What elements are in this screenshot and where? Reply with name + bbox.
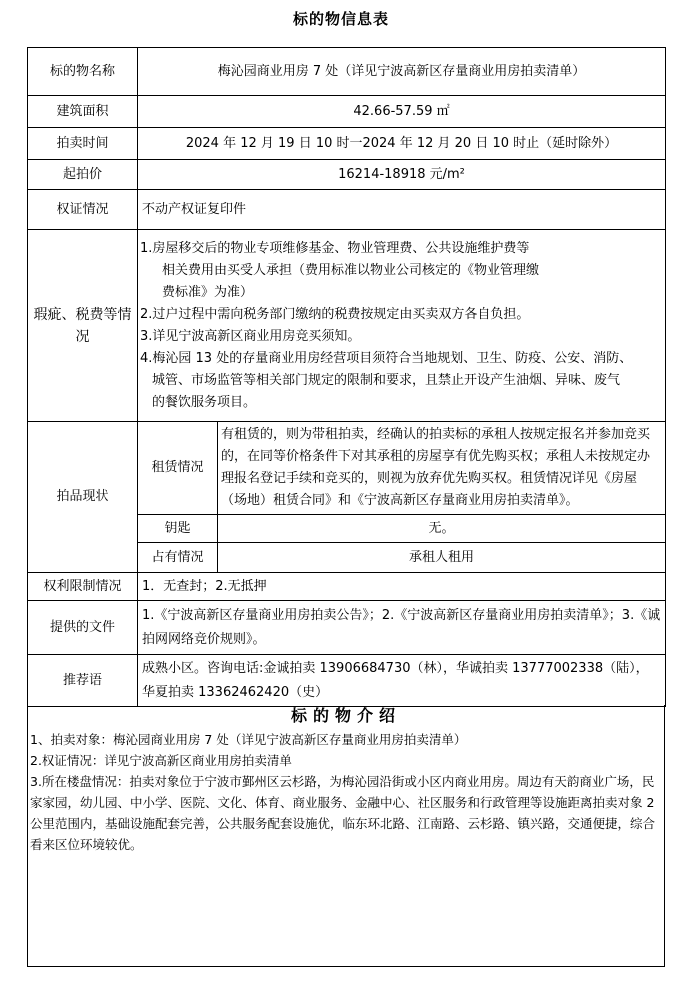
list-item: 费标准》为准） [162,284,254,300]
intro-title: 标的物介绍 [290,706,401,725]
docs-label: 提供的文件 [28,601,138,655]
intro-paragraph: 3.所在楼盘情况：拍卖对象位于宁波市鄞州区云杉路，为梅沁园沿街或小区内商业用房。周边有天韵商业广场，民家家园，幼儿园、中小学、医院、文化、体育、商业服务、金融中心、社区服务和行政管理等设施距离拍卖对象 2 公里范围内，基础设施配套完善，公共服务配套设施优，临东环北路、江南路、云杉路、镇兴路，交通便捷，综合看来区位环境较优。 [30,774,656,852]
key-value: 无。 [218,515,666,543]
list-item: 的餐饮服务项目。 [152,394,257,410]
price-value: 16214-18918 元/m² [138,160,666,190]
list-item: 城管、市场监管等相关部门规定的限制和要求，且禁止开设产生油烟、异味、废气 [152,372,621,388]
key-label: 钥匙 [138,515,218,543]
restrict-label: 权利限制情况 [28,573,138,601]
status-label: 拍品现状 [28,422,138,573]
recommend-label: 推荐语 [28,655,138,707]
intro-paragraph: 1、拍卖对象：梅沁园商业用房 7 处（详见宁波高新区存量商业用房拍卖清单） [30,732,467,747]
info-table [27,47,666,707]
intro-paragraph: 2.权证情况：详见宁波高新区商业用房拍卖清单 [30,753,292,768]
table-row [28,655,666,707]
cert-label: 权证情况 [28,190,138,230]
table-row [28,230,666,422]
docs-value: 1.《宁波高新区存量商业用房拍卖公告》；2.《宁波高新区存量商业用房拍卖清单》；3.《诚拍网网络竞价规则》。 [138,601,666,655]
table-row [28,48,666,96]
name-label: 标的物名称 [28,48,138,96]
recommend-value: 成熟小区。咨询电话:金诚拍卖 13906684730（林），华诚拍卖 13777002338（陆），华夏拍卖 13362462420（史） [138,655,666,707]
list-item: 相关费用由买受人承担（费用标准以物业公司核定的《物业管理缴 [162,262,540,278]
cert-value: 不动产权证复印件 [138,190,666,230]
occupy-label: 占有情况 [138,543,218,573]
occupy-value: 承租人租用 [218,543,666,573]
area-label: 建筑面积 [28,96,138,128]
defects-list [138,230,666,422]
name-value: 梅沁园商业用房 7 处（详见宁波高新区存量商业用房拍卖清单） [138,48,666,96]
time-value: 2024 年 12 月 19 日 10 时一2024 年 12 月 20 日 10 时止（延时除外） [138,128,666,160]
area-value: 42.66-57.59 ㎡ [138,96,666,128]
list-item: 3.详见宁波高新区商业用房竞买须知。 [140,328,361,344]
rent-label: 租赁情况 [138,422,218,515]
time-label: 拍卖时间 [28,128,138,160]
list-item: 4.梅沁园 13 处的存量商业用房经营项目须符合当地规划、卫生、防疫、公安、消防、 [140,350,633,366]
intro-body [28,726,664,855]
table-row [28,190,666,230]
table-row [28,601,666,655]
page-title: 标的物信息表 [292,10,389,28]
defects-label: 瑕疵、税费等情况 [28,230,138,422]
table-row [28,96,666,128]
price-label: 起拍价 [28,160,138,190]
intro-section [27,705,665,967]
table-row [28,160,666,190]
table-row [28,573,666,601]
restrict-value: 1．无查封；2.无抵押 [138,573,666,601]
list-item: 2.过户过程中需向税务部门缴纳的税费按规定由买卖双方各自负担。 [140,306,530,322]
table-row [28,422,666,515]
list-item: 1.房屋移交后的物业专项维修基金、物业管理费、公共设施维护费等 [140,240,530,256]
rent-value: 有租赁的，则为带租拍卖，经确认的拍卖标的承租人按规定报名并参加竞买的，在同等价格条件下对其承租的房屋享有优先购买权；承租人未按规定办理报名登记手续和竞买的，则视为放弃优先购买权。租赁情况详见《房屋（场地）租赁合同》和《宁波高新区存量商业用房拍卖清单》。 [218,422,666,515]
table-row [28,128,666,160]
